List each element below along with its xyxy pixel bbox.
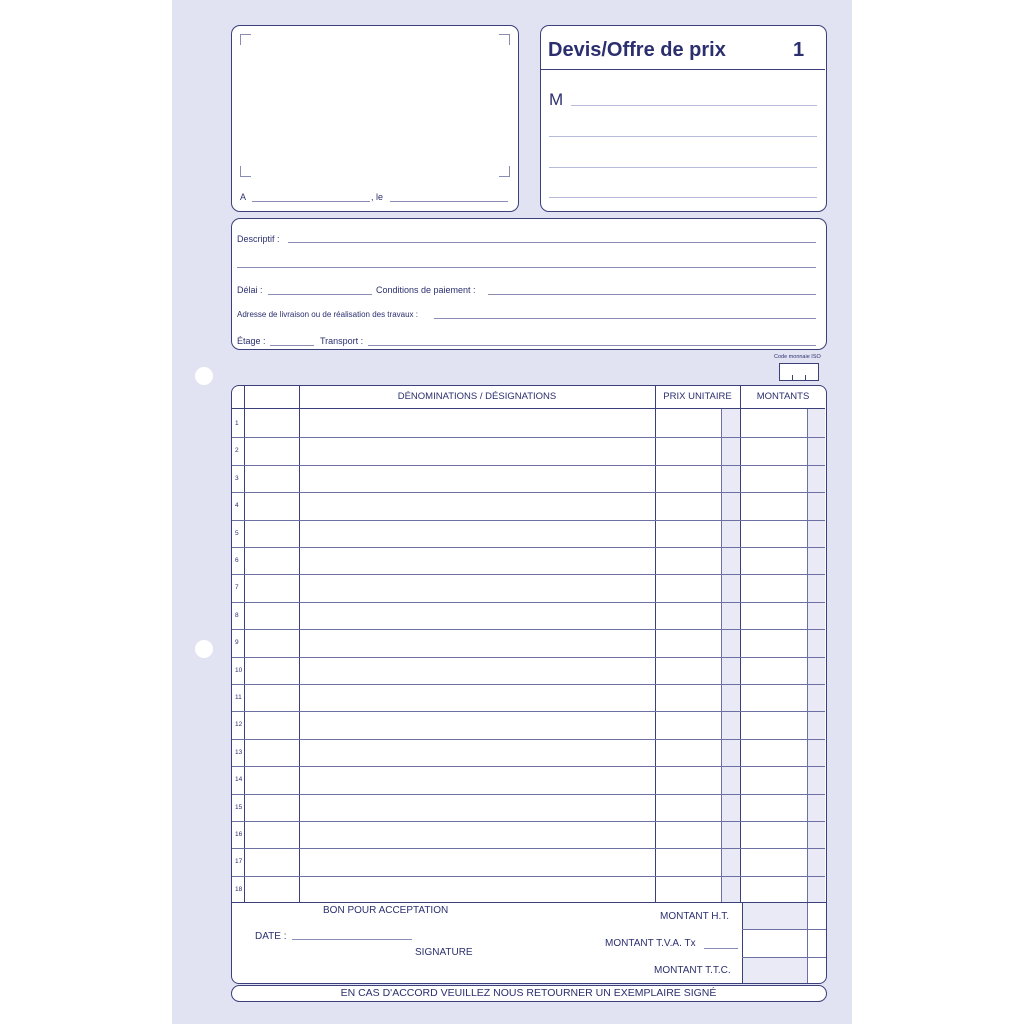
table-row[interactable] — [300, 521, 654, 546]
transport-label: Transport : — [320, 336, 364, 346]
column-divider — [807, 903, 808, 983]
row-number: 14 — [235, 776, 243, 784]
recipient-line-4[interactable] — [549, 197, 817, 198]
iso-code-field[interactable] — [779, 363, 819, 381]
date-field[interactable] — [390, 201, 508, 202]
column-header-unit-price: PRIX UNITAIRE — [663, 391, 732, 402]
table-row[interactable] — [300, 466, 654, 491]
address-field[interactable] — [434, 318, 816, 319]
column-header-designation: DÉNOMINATIONS / DÉSIGNATIONS — [397, 391, 557, 402]
table-row[interactable] — [300, 822, 654, 847]
column-divider — [655, 386, 656, 902]
payment-field[interactable] — [488, 294, 816, 295]
document-title: Devis/Offre de prix — [548, 39, 726, 61]
iso-tick — [792, 375, 793, 381]
acceptance-date-label: DATE : — [255, 931, 287, 942]
row-divider — [742, 929, 826, 930]
row-number: 4 — [235, 502, 239, 510]
column-divider — [244, 386, 245, 902]
row-number: 13 — [235, 748, 243, 756]
delay-label: Délai : — [237, 285, 263, 295]
total-ttc-label: MONTANT T.T.C. — [654, 965, 731, 976]
table-row[interactable] — [300, 877, 654, 902]
column-divider — [742, 903, 743, 983]
recipient-line-3[interactable] — [549, 167, 817, 168]
row-number: 3 — [235, 474, 239, 482]
total-ht-label: MONTANT H.T. — [660, 911, 730, 922]
table-row[interactable] — [300, 795, 654, 820]
row-number: 2 — [235, 447, 239, 455]
table-row[interactable] — [300, 411, 654, 436]
items-table — [231, 385, 827, 903]
acceptance-label: BON POUR ACCEPTATION — [323, 905, 449, 916]
recipient-box — [540, 25, 827, 212]
binder-hole-top — [195, 367, 213, 385]
recipient-line-1[interactable] — [571, 105, 817, 106]
place-label: A — [240, 192, 247, 202]
row-number: 9 — [235, 639, 239, 647]
delay-field[interactable] — [268, 294, 372, 295]
table-row[interactable] — [300, 575, 654, 600]
copy-number: 1 — [793, 39, 805, 61]
floor-label: Étage : — [237, 336, 266, 346]
description-label: Descriptif : — [237, 234, 280, 244]
unit-price-cents-column — [721, 408, 740, 902]
table-row[interactable] — [300, 767, 654, 792]
description-field-2[interactable] — [237, 267, 816, 268]
total-ttc-cell[interactable] — [742, 957, 807, 983]
row-number: 16 — [235, 831, 243, 838]
table-row[interactable] — [300, 712, 654, 737]
description-field[interactable] — [288, 242, 816, 243]
row-number: 15 — [235, 803, 243, 811]
crop-mark — [499, 34, 510, 45]
total-tva-label: MONTANT T.V.A. Tx — [605, 938, 696, 949]
table-row[interactable] — [300, 849, 654, 874]
signature-label: SIGNATURE — [415, 947, 473, 958]
header-divider — [232, 408, 825, 409]
row-number: 1 — [235, 420, 239, 427]
binder-hole-bottom — [195, 640, 213, 658]
table-row[interactable] — [300, 438, 654, 463]
table-row[interactable] — [300, 493, 654, 518]
column-divider — [721, 408, 722, 902]
row-number: 6 — [235, 557, 239, 564]
transport-field[interactable] — [368, 345, 816, 346]
iso-code-label: Code monnaie ISO — [774, 354, 821, 360]
table-row[interactable] — [300, 630, 654, 655]
column-header-amounts: MONTANTS — [756, 391, 810, 402]
crop-mark — [499, 166, 510, 177]
table-row[interactable] — [300, 685, 654, 710]
recipient-line-2[interactable] — [549, 136, 817, 137]
row-number: 7 — [235, 584, 239, 592]
column-divider — [740, 386, 741, 902]
column-divider — [807, 408, 808, 902]
row-number: 12 — [235, 721, 243, 729]
amount-cents-column — [807, 408, 825, 902]
table-row[interactable] — [300, 548, 654, 573]
details-box — [231, 218, 827, 350]
acceptance-date-field[interactable] — [292, 939, 412, 940]
date-label: , le — [371, 192, 384, 202]
payment-label: Conditions de paiement : — [376, 285, 476, 295]
row-number: 17 — [235, 858, 243, 866]
return-notice-box — [231, 985, 827, 1002]
place-field[interactable] — [252, 201, 370, 202]
row-number: 8 — [235, 611, 239, 619]
table-row[interactable] — [300, 740, 654, 765]
address-label: Adresse de livraison ou de réalisation des travaux : — [237, 310, 418, 319]
row-number: 5 — [235, 529, 239, 537]
row-number: 18 — [235, 885, 243, 893]
crop-mark — [240, 34, 251, 45]
tva-rate-field[interactable] — [704, 948, 738, 949]
title-divider — [541, 69, 825, 70]
crop-mark — [240, 166, 251, 177]
row-number: 11 — [235, 694, 242, 701]
total-ht-cell[interactable] — [742, 903, 807, 929]
row-divider — [742, 957, 826, 958]
floor-field[interactable] — [270, 345, 314, 346]
totals-block — [231, 902, 827, 984]
table-row[interactable] — [300, 603, 654, 628]
logo-box — [231, 25, 519, 212]
recipient-prefix: M — [549, 90, 564, 109]
row-number: 10 — [235, 666, 243, 674]
iso-tick — [805, 375, 806, 381]
table-row[interactable] — [300, 658, 654, 683]
return-notice: EN CAS D'ACCORD VEUILLEZ NOUS RETOURNER UN EXEMPLAIRE SIGNÉ — [340, 987, 717, 999]
